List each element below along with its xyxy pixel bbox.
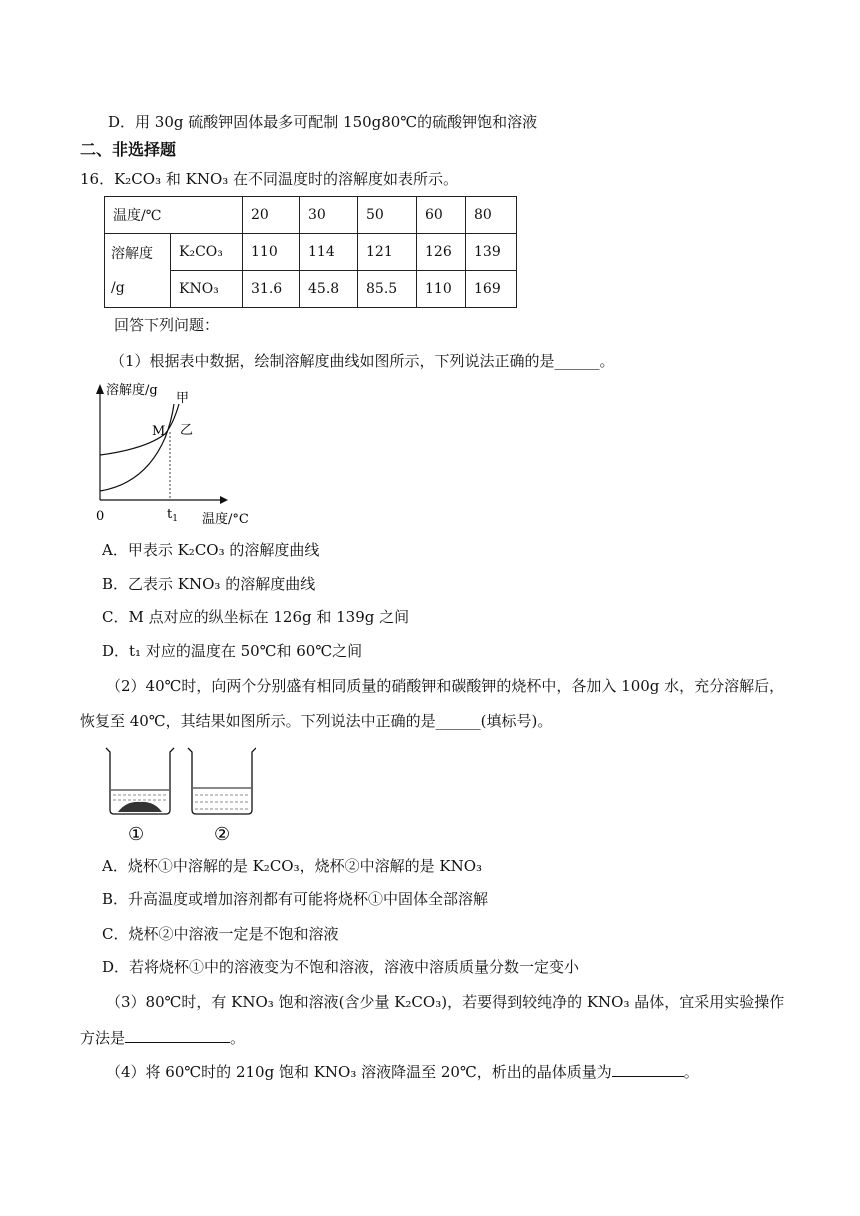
beaker-1-solid — [118, 802, 162, 812]
beaker-1-liquid-lines — [113, 795, 167, 800]
point-m-label: M — [152, 424, 166, 439]
part2-line1: （2）40℃时，向两个分别盛有相同质量的硝酸钾和碳酸钾的烧杯中，各加入 100g 水，充分溶解后， — [106, 677, 785, 695]
table-cell: 31.6 — [243, 271, 300, 308]
t1-label-sub: 1 — [172, 514, 178, 524]
beaker-1 — [106, 748, 174, 845]
table-cell: 50 — [358, 197, 417, 234]
y-axis-arrow — [96, 384, 104, 394]
y-axis-label: 溶解度/g — [106, 383, 158, 398]
row-label-bottom: /g — [111, 279, 125, 296]
table-cell: 126 — [417, 234, 466, 271]
row-label — [105, 234, 171, 308]
table-cell: 20 — [243, 197, 300, 234]
beaker-2-label: ② — [214, 824, 231, 845]
row-label-top: 溶解度 — [111, 245, 153, 262]
part2-option-c: C．烧杯②中溶液一定是不饱和溶液 — [102, 925, 339, 943]
q16-prompt: 回答下列问题： — [114, 316, 220, 334]
part3-end: 。 — [230, 1029, 246, 1047]
beaker-1-label: ① — [128, 824, 145, 845]
part4-end: 。 — [683, 1063, 699, 1081]
q15-option-d: D．用 30g 硫酸钾固体最多可配制 150g80℃的硫酸钾饱和溶液 — [108, 113, 538, 131]
part2-line2: 恢复至 40℃，其结果如图所示。下列说法中正确的是______(填标号)。 — [80, 712, 553, 730]
part2-option-d: D．若将烧杯①中的溶液变为不饱和溶液，溶液中溶质质量分数一定变小 — [102, 958, 580, 976]
table-cell: 60 — [417, 197, 466, 234]
table-cell: 110 — [243, 234, 300, 271]
table-cell: 85.5 — [358, 271, 417, 308]
q16-stem: 16．K₂CO₃ 和 KNO₃ 在不同温度时的溶解度如表所示。 — [80, 170, 459, 188]
table-header-label: 温度/℃ — [105, 197, 243, 234]
solubility-graph — [90, 378, 270, 528]
section-title: 二、非选择题 — [80, 140, 177, 159]
beaker-2 — [188, 748, 256, 845]
curve-jia-label: 甲 — [176, 391, 190, 406]
part1-option-a: A．甲表示 K₂CO₃ 的溶解度曲线 — [102, 541, 320, 559]
table-cell: 121 — [358, 234, 417, 271]
curve-yi-label: 乙 — [180, 423, 194, 438]
solubility-table — [104, 196, 517, 308]
x-axis-arrow — [220, 496, 228, 504]
table-cell: 80 — [466, 197, 517, 234]
curve-k2co3-line — [100, 404, 179, 455]
part2-option-a: A．烧杯①中溶解的是 K₂CO₃，烧杯②中溶解的是 KNO₃ — [102, 857, 483, 875]
table-row — [105, 234, 517, 271]
part4-text: （4）将 60℃时的 210g 饱和 KNO₃ 溶液降温至 20℃，析出的晶体质量为 — [106, 1063, 612, 1081]
table-cell: 139 — [466, 234, 517, 271]
part1-text: （1）根据表中数据，绘制溶解度曲线如图所示，下列说法正确的是______。 — [110, 352, 615, 370]
part1-option-c: C．M 点对应的纵坐标在 126g 和 139g 之间 — [102, 608, 410, 626]
part4-line — [106, 1061, 699, 1082]
beaker-2-outline — [188, 748, 256, 814]
table-row — [105, 197, 517, 234]
beakers-diagram — [96, 740, 256, 848]
table-cell: 30 — [300, 197, 358, 234]
origin-label: 0 — [96, 509, 105, 524]
answer-blank — [612, 1061, 684, 1077]
substance-cell: K₂CO₃ — [171, 234, 243, 271]
table-cell: 114 — [300, 234, 358, 271]
part2-option-b: B．升高温度或增加溶剂都有可能将烧杯①中固体全部溶解 — [102, 890, 489, 908]
answer-blank — [125, 1027, 230, 1043]
part1-option-d: D．t₁ 对应的温度在 50℃和 60℃之间 — [102, 642, 363, 660]
table-cell: 110 — [417, 271, 466, 308]
part3-line2-text: 方法是 — [80, 1029, 126, 1047]
beaker-2-liquid-lines — [195, 795, 249, 809]
t1-label — [167, 507, 178, 524]
table-cell: 45.8 — [300, 271, 358, 308]
t1-label-base: t — [167, 507, 173, 522]
table-cell: 169 — [466, 271, 517, 308]
part3-line1: （3）80℃时，有 KNO₃ 饱和溶液(含少量 K₂CO₃)，若要得到较纯净的 KNO₃ 晶体，宜采用实验操作 — [106, 993, 785, 1011]
part3-line2 — [80, 1027, 245, 1048]
part1-option-b: B．乙表示 KNO₃ 的溶解度曲线 — [102, 575, 316, 593]
substance-cell: KNO₃ — [171, 271, 243, 308]
x-axis-label: 温度/°C — [202, 512, 249, 527]
